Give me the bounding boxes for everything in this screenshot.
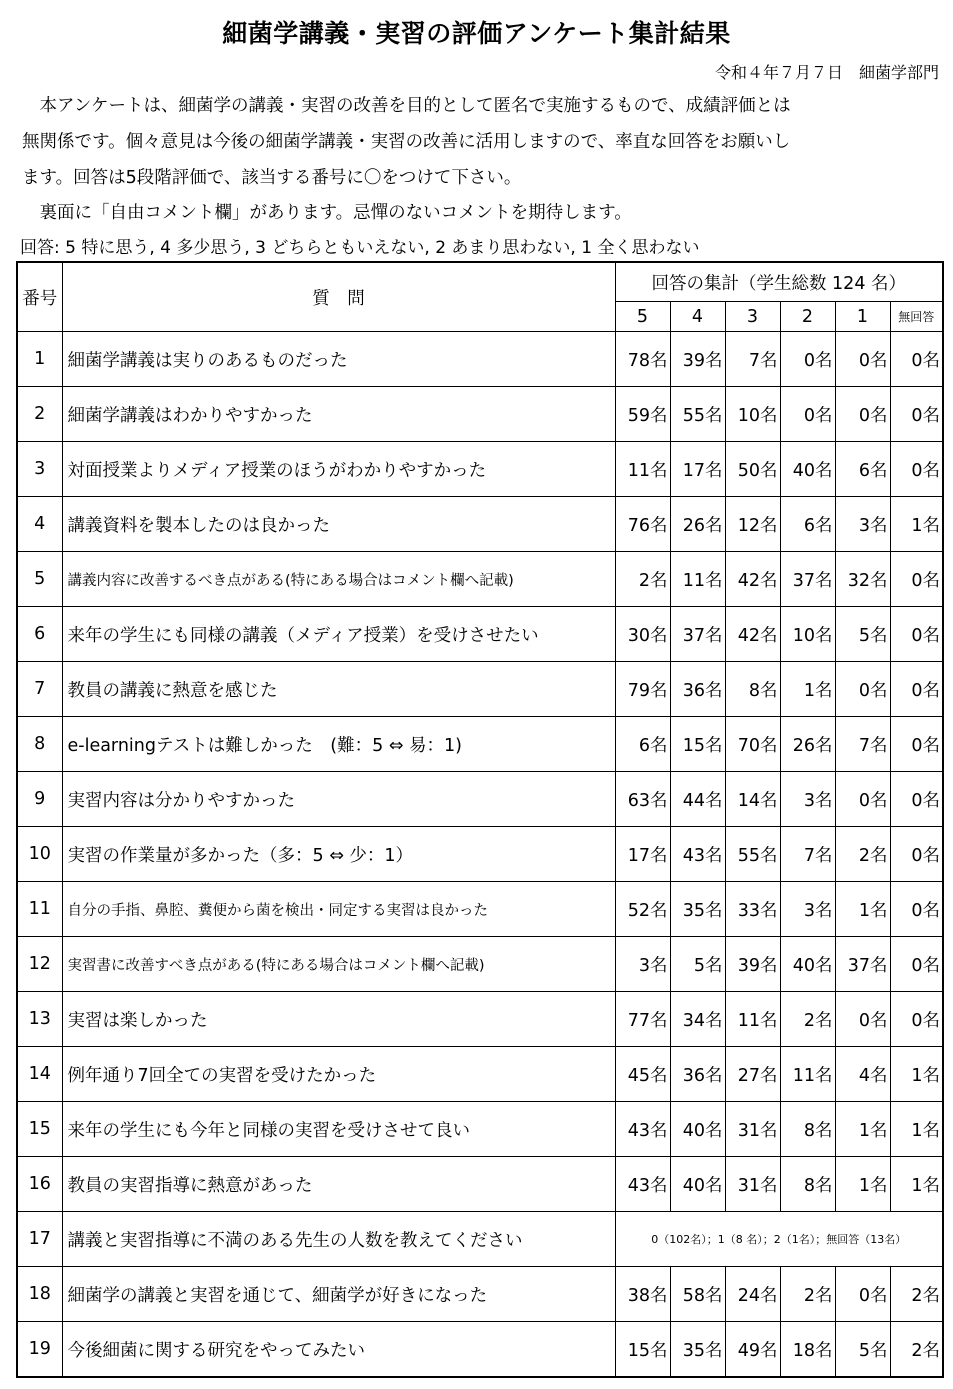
- count-score-4: 35名: [670, 882, 725, 937]
- survey-results-table: [16, 261, 944, 1378]
- question-text: 実習内容は分かりやすかった: [62, 772, 615, 827]
- count-score-2: 37名: [780, 552, 835, 607]
- count-score-5: 79名: [615, 662, 670, 717]
- question-text: 例年通り7回全ての実習を受けたかった: [62, 1047, 615, 1102]
- count-score-4: 37名: [670, 607, 725, 662]
- question-number: 15: [17, 1102, 62, 1157]
- table-row: [17, 1267, 943, 1322]
- score-header-5: 5: [615, 302, 670, 332]
- count-score-1: 3名: [835, 497, 890, 552]
- count-score-3: 42名: [725, 607, 780, 662]
- question-text: 細菌学の講義と実習を通じて、細菌学が好きになった: [62, 1267, 615, 1322]
- count-no-answer: 1名: [890, 1102, 943, 1157]
- question-text: 細菌学講義は実りのあるものだった: [62, 332, 615, 387]
- count-score-4: 40名: [670, 1102, 725, 1157]
- question-number: 12: [17, 937, 62, 992]
- question-text: 講義内容に改善するべき点がある(特にある場合はコメント欄へ記載): [62, 552, 615, 607]
- count-score-1: 5名: [835, 1322, 890, 1378]
- count-score-5: 52名: [615, 882, 670, 937]
- count-score-4: 36名: [670, 662, 725, 717]
- count-score-1: 0名: [835, 662, 890, 717]
- count-no-answer: 0名: [890, 387, 943, 442]
- count-score-2: 7名: [780, 827, 835, 882]
- count-score-3: 70名: [725, 717, 780, 772]
- question-text: 対面授業よりメディア授業のほうがわかりやすかった: [62, 442, 615, 497]
- count-no-answer: 0名: [890, 717, 943, 772]
- question-text: 講義資料を製本したのは良かった: [62, 497, 615, 552]
- count-score-1: 0名: [835, 992, 890, 1047]
- count-score-3: 50名: [725, 442, 780, 497]
- count-score-5: 2名: [615, 552, 670, 607]
- question-text: 教員の実習指導に熱意があった: [62, 1157, 615, 1212]
- count-score-1: 1名: [835, 882, 890, 937]
- table-row: [17, 1157, 943, 1212]
- table-row: [17, 1322, 943, 1378]
- count-score-5: 59名: [615, 387, 670, 442]
- question-text: 講義と実習指導に不満のある先生の人数を教えてください: [62, 1212, 615, 1267]
- count-no-answer: 2名: [890, 1322, 943, 1378]
- question-number: 9: [17, 772, 62, 827]
- question-number: 13: [17, 992, 62, 1047]
- count-no-answer: 1名: [890, 1157, 943, 1212]
- count-score-1: 1名: [835, 1102, 890, 1157]
- score-header-2: 2: [780, 302, 835, 332]
- header-summary: 回答の集計（学生総数 124 名）: [615, 262, 943, 302]
- table-row: [17, 992, 943, 1047]
- count-score-3: 31名: [725, 1102, 780, 1157]
- question-number: 4: [17, 497, 62, 552]
- count-score-4: 5名: [670, 937, 725, 992]
- count-no-answer: 0名: [890, 442, 943, 497]
- header-number: 番号: [17, 262, 62, 332]
- count-score-5: 38名: [615, 1267, 670, 1322]
- count-score-1: 1名: [835, 1157, 890, 1212]
- count-score-4: 43名: [670, 827, 725, 882]
- question-text: 来年の学生にも同様の講義（メディア授業）を受けさせたい: [62, 607, 615, 662]
- table-row: [17, 937, 943, 992]
- count-score-5: 43名: [615, 1157, 670, 1212]
- count-score-1: 37名: [835, 937, 890, 992]
- count-score-1: 0名: [835, 387, 890, 442]
- count-score-5: 78名: [615, 332, 670, 387]
- table-row: [17, 332, 943, 387]
- question-number: 10: [17, 827, 62, 882]
- count-no-answer: 0名: [890, 882, 943, 937]
- count-score-4: 35名: [670, 1322, 725, 1378]
- count-score-5: 6名: [615, 717, 670, 772]
- answer-note: 0（102名）；1（8 名）；2（1名）；無回答（13名）: [615, 1212, 943, 1267]
- count-score-4: 15名: [670, 717, 725, 772]
- table-row: [17, 827, 943, 882]
- count-score-2: 1名: [780, 662, 835, 717]
- question-text: 実習の作業量が多かった（多：5 ⇔ 少：1）: [62, 827, 615, 882]
- count-score-1: 0名: [835, 772, 890, 827]
- table-row: [17, 772, 943, 827]
- question-text: 来年の学生にも今年と同様の実習を受けさせて良い: [62, 1102, 615, 1157]
- intro-line-3: ます。回答は5段階評価で、該当する番号に〇をつけて下さい。: [22, 168, 522, 188]
- count-score-2: 11名: [780, 1047, 835, 1102]
- question-text: 今後細菌に関する研究をやってみたい: [62, 1322, 615, 1378]
- count-no-answer: 0名: [890, 827, 943, 882]
- count-score-3: 10名: [725, 387, 780, 442]
- count-score-2: 2名: [780, 992, 835, 1047]
- count-score-2: 40名: [780, 937, 835, 992]
- question-number: 3: [17, 442, 62, 497]
- count-score-5: 30名: [615, 607, 670, 662]
- count-score-3: 55名: [725, 827, 780, 882]
- count-score-1: 6名: [835, 442, 890, 497]
- count-score-2: 10名: [780, 607, 835, 662]
- question-number: 19: [17, 1322, 62, 1378]
- count-score-3: 49名: [725, 1322, 780, 1378]
- table-row: [17, 552, 943, 607]
- count-score-4: 55名: [670, 387, 725, 442]
- count-no-answer: 0名: [890, 332, 943, 387]
- table-row: [17, 1212, 943, 1267]
- question-text: 実習は楽しかった: [62, 992, 615, 1047]
- score-header-4: 4: [670, 302, 725, 332]
- table-row: [17, 442, 943, 497]
- count-no-answer: 0名: [890, 607, 943, 662]
- count-no-answer: 0名: [890, 662, 943, 717]
- count-score-2: 3名: [780, 772, 835, 827]
- count-score-4: 39名: [670, 332, 725, 387]
- count-score-2: 0名: [780, 332, 835, 387]
- count-score-2: 8名: [780, 1102, 835, 1157]
- count-score-2: 26名: [780, 717, 835, 772]
- question-text: 自分の手指、鼻腔、糞便から菌を検出・同定する実習は良かった: [62, 882, 615, 937]
- count-score-5: 3名: [615, 937, 670, 992]
- count-score-3: 14名: [725, 772, 780, 827]
- count-score-3: 42名: [725, 552, 780, 607]
- count-score-1: 2名: [835, 827, 890, 882]
- answer-legend: 回答: 5 特に思う, 4 多少思う, 3 どちらともいえない, 2 あまり思わない, 1 全く思わない: [20, 238, 700, 258]
- table-row: [17, 662, 943, 717]
- count-score-2: 3名: [780, 882, 835, 937]
- count-score-3: 24名: [725, 1267, 780, 1322]
- count-score-3: 27名: [725, 1047, 780, 1102]
- table-row: [17, 497, 943, 552]
- count-score-2: 0名: [780, 387, 835, 442]
- table-row: [17, 882, 943, 937]
- count-score-2: 2名: [780, 1267, 835, 1322]
- count-score-3: 33名: [725, 882, 780, 937]
- question-number: 14: [17, 1047, 62, 1102]
- score-header-no-answer: 無回答: [890, 302, 943, 332]
- page-title: 細菌学講義・実習の評価アンケート集計結果: [222, 19, 731, 48]
- count-score-5: 17名: [615, 827, 670, 882]
- date-department: 令和４年７月７日 細菌学部門: [714, 63, 939, 82]
- question-number: 16: [17, 1157, 62, 1212]
- count-score-2: 18名: [780, 1322, 835, 1378]
- question-number: 7: [17, 662, 62, 717]
- count-score-3: 11名: [725, 992, 780, 1047]
- count-score-4: 36名: [670, 1047, 725, 1102]
- question-text: 実習書に改善すべき点がある(特にある場合はコメント欄へ記載): [62, 937, 615, 992]
- count-score-3: 8名: [725, 662, 780, 717]
- count-score-5: 63名: [615, 772, 670, 827]
- count-score-4: 11名: [670, 552, 725, 607]
- count-score-1: 4名: [835, 1047, 890, 1102]
- intro-line-1: 本アンケートは、細菌学の講義・実習の改善を目的として匿名で実施するもので、成績評価とは: [22, 96, 791, 116]
- header-row: [17, 262, 943, 302]
- header-question: 質 問: [62, 262, 615, 332]
- question-number: 8: [17, 717, 62, 772]
- question-text: 細菌学講義はわかりやすかった: [62, 387, 615, 442]
- question-number: 18: [17, 1267, 62, 1322]
- score-header-1: 1: [835, 302, 890, 332]
- count-score-2: 40名: [780, 442, 835, 497]
- count-score-3: 12名: [725, 497, 780, 552]
- question-text: 教員の講義に熱意を感じた: [62, 662, 615, 717]
- count-no-answer: 0名: [890, 552, 943, 607]
- table-row: [17, 1047, 943, 1102]
- count-score-1: 32名: [835, 552, 890, 607]
- count-score-3: 7名: [725, 332, 780, 387]
- count-score-4: 58名: [670, 1267, 725, 1322]
- count-score-1: 7名: [835, 717, 890, 772]
- count-score-5: 43名: [615, 1102, 670, 1157]
- count-score-1: 0名: [835, 332, 890, 387]
- question-number: 1: [17, 332, 62, 387]
- count-score-3: 31名: [725, 1157, 780, 1212]
- table-row: [17, 607, 943, 662]
- count-score-5: 45名: [615, 1047, 670, 1102]
- count-score-5: 11名: [615, 442, 670, 497]
- count-no-answer: 1名: [890, 497, 943, 552]
- table-row: [17, 1102, 943, 1157]
- table-row: [17, 717, 943, 772]
- question-number: 6: [17, 607, 62, 662]
- question-number: 11: [17, 882, 62, 937]
- count-no-answer: 0名: [890, 937, 943, 992]
- count-score-5: 15名: [615, 1322, 670, 1378]
- count-score-3: 39名: [725, 937, 780, 992]
- intro-line-4: 裏面に「自由コメント欄」があります。忌憚のないコメントを期待します。: [22, 203, 632, 223]
- table-row: [17, 387, 943, 442]
- count-score-4: 44名: [670, 772, 725, 827]
- count-no-answer: 1名: [890, 1047, 943, 1102]
- intro-line-2: 無関係です。個々意見は今後の細菌学講義・実習の改善に活用しますので、率直な回答をお願いし: [22, 132, 791, 152]
- count-score-5: 76名: [615, 497, 670, 552]
- question-text: e-learningテストは難しかった (難：5 ⇔ 易：1): [62, 717, 615, 772]
- count-score-2: 8名: [780, 1157, 835, 1212]
- question-number: 5: [17, 552, 62, 607]
- count-score-4: 34名: [670, 992, 725, 1047]
- count-score-4: 17名: [670, 442, 725, 497]
- count-no-answer: 0名: [890, 992, 943, 1047]
- count-no-answer: 0名: [890, 772, 943, 827]
- count-score-1: 0名: [835, 1267, 890, 1322]
- question-number: 17: [17, 1212, 62, 1267]
- question-number: 2: [17, 387, 62, 442]
- count-score-5: 77名: [615, 992, 670, 1047]
- count-no-answer: 2名: [890, 1267, 943, 1322]
- score-header-3: 3: [725, 302, 780, 332]
- count-score-1: 5名: [835, 607, 890, 662]
- count-score-4: 26名: [670, 497, 725, 552]
- count-score-4: 40名: [670, 1157, 725, 1212]
- count-score-2: 6名: [780, 497, 835, 552]
